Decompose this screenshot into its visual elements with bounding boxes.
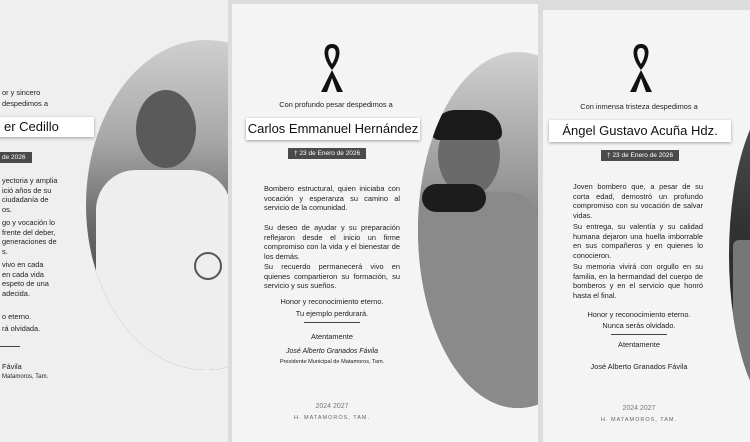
black-ribbon-icon	[318, 40, 346, 94]
face-shape	[136, 90, 196, 168]
text-line: vivo en cada	[2, 260, 44, 269]
paragraph-1: Bombero estructural, quien iniciaba con vocación y esperanza su camino al servicio de la comunidad.	[264, 184, 400, 213]
portrait-photo	[86, 40, 228, 370]
shirt	[418, 192, 538, 408]
logo-years: 2024 2027	[622, 405, 656, 412]
text-line: adecida.	[2, 288, 30, 298]
logo-place: H. MATAMOROS, TAM.	[294, 415, 370, 421]
neck-scarf	[422, 184, 486, 212]
text-line: yectoria y amplia	[2, 176, 58, 185]
cross-icon: †	[607, 152, 611, 159]
date-text: 23 de Enero de 2026	[299, 150, 361, 157]
deceased-name	[0, 117, 94, 137]
text-line: os.	[2, 204, 12, 214]
condolence-card-2	[232, 4, 538, 442]
intro-line: Con inmensa tristeza despedimos a	[580, 102, 698, 111]
sign-label: Atentamente	[618, 340, 660, 349]
paragraph-3: Su memoria vivirá con orgullo en su familia, en la hermandad del cuerpo de bomberos y en el servicio que honró hasta el final.	[573, 262, 703, 300]
portrait-photo	[418, 52, 538, 408]
closing-line: o eterno.	[2, 312, 32, 321]
date-badge	[601, 150, 679, 161]
deceased-name	[549, 120, 731, 142]
closing-line: rá olvidada.	[2, 324, 41, 333]
signatory-title: Presidente Municipal de Matamoros, Tam.	[279, 359, 385, 365]
municipal-logo	[282, 402, 382, 412]
closing-line: Nunca serás olvidado.	[602, 321, 676, 330]
condolence-card-1	[0, 0, 228, 442]
intro-line: despedimos a	[2, 99, 49, 108]
paragraph-3	[2, 260, 66, 298]
divider	[611, 334, 667, 335]
date-badge	[288, 148, 366, 159]
sign-label: Atentamente	[311, 332, 353, 341]
date-text: 23 de Enero de 2026	[612, 152, 674, 159]
hair	[432, 110, 502, 140]
closing-line: Honor y reconocimiento eterno.	[280, 297, 384, 306]
deceased-name	[246, 118, 420, 140]
text-line: frente del deber,	[2, 227, 56, 237]
deceased-name-text: Ángel Gustavo Acuña Hdz.	[562, 123, 718, 138]
logo-years: 2024 2027	[315, 403, 349, 410]
divider	[0, 346, 20, 347]
paragraph-1	[2, 176, 66, 214]
closing-line: Honor y reconocimiento eterno.	[587, 310, 691, 319]
text-line: espeto de una	[2, 279, 49, 289]
closing-line: Tu ejemplo perdurará.	[295, 309, 369, 318]
text-line: go y vocación lo	[2, 218, 55, 227]
condolence-card-3	[543, 10, 750, 442]
text-line: ició años de su	[2, 185, 52, 195]
deceased-name-text: Carlos Emmanuel Hernández	[247, 121, 419, 136]
deceased-name-text: er Cedillo	[4, 119, 59, 134]
text-line: ciudadanía de	[2, 195, 49, 205]
paragraph-1: Joven bombero que, a pesar de su corta edad, demostró un profundo compromiso con su vocación de salvar vidas.	[573, 182, 703, 220]
cross-icon: †	[294, 150, 298, 157]
place: Matamoros, Tam.	[2, 374, 49, 380]
signatory: Fávila	[2, 362, 22, 371]
municipal-logo	[589, 404, 689, 414]
paragraph-2: Su deseo de ayudar y su preparación reflejaron desde el inicio un firme compromiso con la vida y el bienestar de los demás.	[264, 223, 400, 261]
badge-emblem	[194, 252, 222, 280]
divider	[304, 322, 360, 323]
text-line: s.	[2, 246, 8, 256]
gear-shape	[733, 240, 750, 390]
intro-line: Con profundo pesar despedimos a	[279, 100, 393, 109]
text-line: en cada vida	[2, 269, 44, 279]
portrait-photo	[729, 90, 750, 420]
intro-line: or y sincero	[2, 88, 41, 97]
signatory: José Alberto Granados Fávila	[590, 362, 688, 371]
black-ribbon-icon	[627, 40, 655, 94]
logo-place: H. MATAMOROS, TAM.	[601, 417, 677, 423]
text-line: generaciones de	[2, 237, 57, 247]
paragraph-3: Su recuerdo permanecerá vivo en quienes compartieron su formación, su servicio y sus sueños.	[264, 262, 400, 291]
paragraph-2	[2, 218, 66, 256]
paragraph-2: Su entrega, su valentía y su calidad humana dejaron una huella imborrable en sus compañeros y en quienes lo conocieron.	[573, 222, 703, 260]
date-badge: de 2026	[0, 152, 32, 163]
signatory: José Alberto Granados Fávila	[286, 348, 378, 355]
